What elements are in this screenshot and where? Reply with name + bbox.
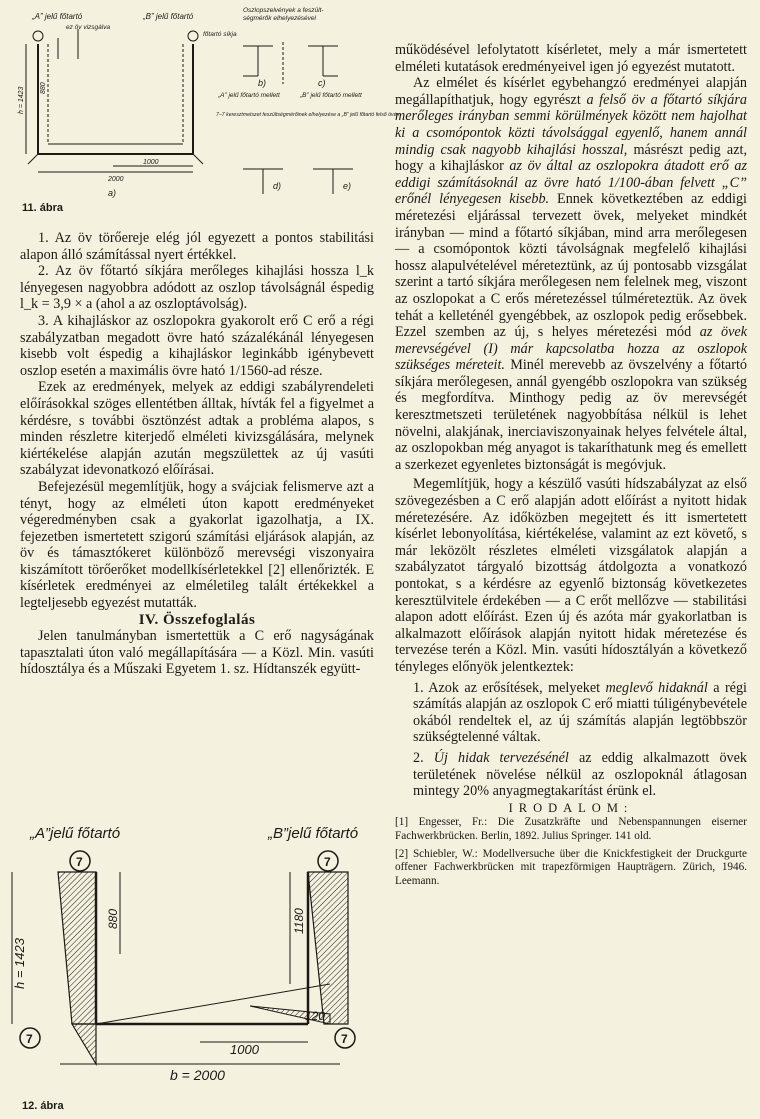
section-heading: IV. Összefoglalás [138,611,256,628]
list-item-2 [395,750,747,800]
figure-11-caption: 11. ábra [22,202,63,214]
emphasis-run: a felső öv a főtartó síkjára merőleges irányban semmi körülmények között nem hajolhat ki a csomópontok közti távolsággal egyenlő, hanem annál mindig csak nagyobb kihajlási hosszal, [395,91,748,158]
left-paragraph-1: 1. Az öv törőereje elég jól egyezett a pontos stabilitási alapon álló számítással nyert értékkel. [20,230,374,263]
fig11-section-note: 7–7 keresztmetszet feszültségmérőinek elhelyezése a „B” jelű főtartó felső övén [216,112,400,118]
right-column [395,42,747,888]
text-run: Az elmélet és kísérlet egybehangzó eredményei alapján megállapíthatjuk, hogy egyrészt [395,75,747,108]
right-paragraph-2 [395,75,747,473]
right-paragraph-3: Megemlítjük, hogy a készülő vasúti hídszabályzat az első szövegezésben a C erő alapján adott előírást a nyitott hidak méretezésére. Az időközben megejtett és itt ismertetett kísérlet lebonyolítása, kiértékelése, valamint az ezt követő, s már leközölt részletes elméleti vizsgálatok alapján a szabályzatot tárgyaló bizottság átdolgozta a vonatkozó pontokat, s a kérdésre az egyenlő biztonság következetes keresztülvitele érdekében — a C erőt mellőzve — stabilitási alapon adott előírást. Ezen új és azóta már gyakorlatban is alkalmazott előírások alapján nyitott hidak méretezése és tervezése terén a Közl. Min. vasúti hídosztályán a következő tényleges előnyök jelentkeztek: [395,476,747,675]
fig11-sub-d: d) [273,181,282,191]
fig12-1000: 1000 [230,1042,259,1057]
emphasis-run: Új hidak tervezésénél [433,749,569,766]
fig11-sub-b: b) [258,78,267,88]
left-paragraph-3: 3. A kihajláskor az oszlopokra gyakorolt erő C erő a régi szabályzatban megadott övre ható százalékánál lényegesen kisebb volt éspedig a kihajláskor leginkább igénybevett oszlop esetén a maximális övre ható 1/1560-ad része. [20,312,374,379]
fig11-b-mellett: „B” jelű főtartó mellett [300,92,362,99]
reference-1: [1] Engesser, Fr.: Die Zusatzkräfte und Nebenspannungen eiserner Fachwerkbrücken. Berlin, 1892. Julius Springer. 141 old. [395,816,747,842]
text-run: 1. Azok az erősítések, melyeket [413,679,606,696]
fig11-fotarto-sikja: főtartó síkja [203,31,237,38]
emphasis-run: az öv által az oszlopokra átadott erő az eddigi számításoknál az övre ható 1/100-ában felvett „C” erőnél lényegesen kisebb. [395,158,747,208]
fig12-label-b: „B”jelű főtartó [268,825,359,842]
fig12-h: h = 1423 [12,938,27,989]
text-run: 2. [413,749,434,766]
references-heading: IRODALOM: [508,800,634,815]
fig11-sub-a: a) [108,188,117,198]
fig12-node-2: 7 [324,855,331,869]
fig11-880: 880 [40,82,47,94]
left-paragraph-6: Jelen tanulmányban ismertettük a C erő nagyságának tapasztalati úton való megállapítására — a Közl. Min. vasúti hídosztálya és a Műszaki Egyetem 1. sz. Hídtanszék együtt- [20,628,374,678]
fig11-label-a-note: ez öv vizsgálva [66,24,111,31]
text-run: Ennek következtében az eddigi méretezési eljárással tervezett övek, melyeket mindkét irányban — mind a főtartó síkjában, mind arra merőlegesen — a csomópontok közti távolságnak megfelelő kihajlási hossz alapulvételével méreteztünk, az új pontosabb vizsgálat szerint a tartó síkjára merőlegesen nem felelnek meg, viszont az oszlopokat a C erős méretezéssel túlméreteztük. Az övek tehát a kelleténél gyengébbek, az oszlopok pedig erősebbek. Ezzel szemben az új, s helyes méretezési mód [395,191,747,341]
fig11-sub-c: c) [318,78,326,88]
fig11-label-a: „A” jelű főtartó [32,12,83,21]
emphasis-run: az övek merevségével (I) már kapcsolatba hozza az oszlopok szükséges méreteit. [395,324,748,374]
list-item-1 [395,680,747,746]
left-column [20,230,374,678]
fig11-sub-e: e) [343,181,352,191]
fig12-node-3: 7 [26,1032,33,1046]
figure-12-diagram [0,824,382,1096]
right-paragraph-1: működésével lefolytatott kísérletet, mely a már ismertetett elméleti kutatások eredményeivel igen jó egyezést mutatott. [395,42,747,75]
fig12-880: 880 [106,908,120,929]
fig11-h: h = 1423 [18,86,25,114]
text-run: az eddig alkalmazott övek területének növelése nélkül az oszlopoknál átlagosan mintegy 20% anyagmegtakarítást érünk el. [413,749,748,800]
fig12-1180: 1180 [292,908,306,934]
left-paragraph-5: Befejezésül megemlítjük, hogy a svájciak felismerve azt a tényt, hogy az elméleti úton kapott eredményeket végeredményben csak a gyakorlat igazolhatja, a IX. fejezetben ismertetett szigorú számítási eljárások alapján, az öv és támasztókeret különböző merevségi viszonyaira kiszámított törőerőket modellkísérletekkel [2] ellenőrizték. E kísérletek eredményei az elméletileg talált értékekkel a legteljesebb egyezést mutatták. [20,478,374,612]
left-paragraph-2: 2. Az öv főtartó síkjára merőleges kihajlási hossza l_k lényegesen nagyobbra adódott az oszlop távolságnál éspedig l_k = 3,9 × a (ahol a az oszloptávolság). [20,263,374,313]
fig12-b-width: b = 2000 [170,1067,225,1083]
text-run: a régi számítás alapján az oszlopok C erő miatti túligénybevétele okából rendeltek el, az új számítás alapján legtöbbször szükségtelenné váltak. [413,679,747,746]
fig11-1000: 1000 [143,159,159,166]
left-paragraph-4: Ezek az eredmények, melyek az eddigi szabályrendeleti előírásokkal szöges ellentétben álltak, hívták fel a figyelmet a kérdésre, s további ösztönzést adtak a probléma alapos, s minden részletre kiterjedő elméleti kivizsgálására, melynek kiértékelése alapján azután megszülettek az új vasúti szabályzat idevonatkozó előírásai. [20,379,374,479]
fig12-label-a: „A”jelű főtartó [30,825,121,842]
emphasis-run: meglevő hidaknál [605,679,708,696]
fig11-label-b: „B” jelű főtartó [143,12,194,21]
fig11-callout-1: Oszlopszelvények a feszült- [243,7,324,14]
text-run: Minél merevebb az övszelvény a főtartó síkjára merőlegesen, annál gyengébb oszlopokra van szükség és megfordítva. Minthogy pedig az öv merevségét keresztmetszeti területének nagyobbítása nélkül is lehet növelni, alakjának, inerciaviszonyainak helyes felvétele által, az oszlopokban még anyagot is takaríthatunk meg és emellett a szerkezet egyenletes biztonságát is megóvjuk. [395,357,747,473]
fig11-a-mellett: „A” jelű főtartó mellett [218,92,280,99]
fig11-callout-2: ségmérők elhelyezésével [243,15,316,22]
figure-12-caption: 12. ábra [22,1100,64,1112]
fig11-2000: 2000 [108,176,124,183]
fig12-120: 120 [305,1009,326,1023]
fig12-node-4: 7 [341,1032,348,1046]
figure-11-diagram [18,4,400,204]
text-run: másrészt pedig azt, hogy a kihajláskor [395,141,747,175]
reference-2: [2] Schiebler, W.: Modellversuche über die Knickfestigkeit der Druckgurte offener Fachwerkbrücken mit trapezförmigen Haupträgern. Zürich, 1946. Leemann. [395,847,747,887]
fig12-node-1: 7 [76,855,83,869]
